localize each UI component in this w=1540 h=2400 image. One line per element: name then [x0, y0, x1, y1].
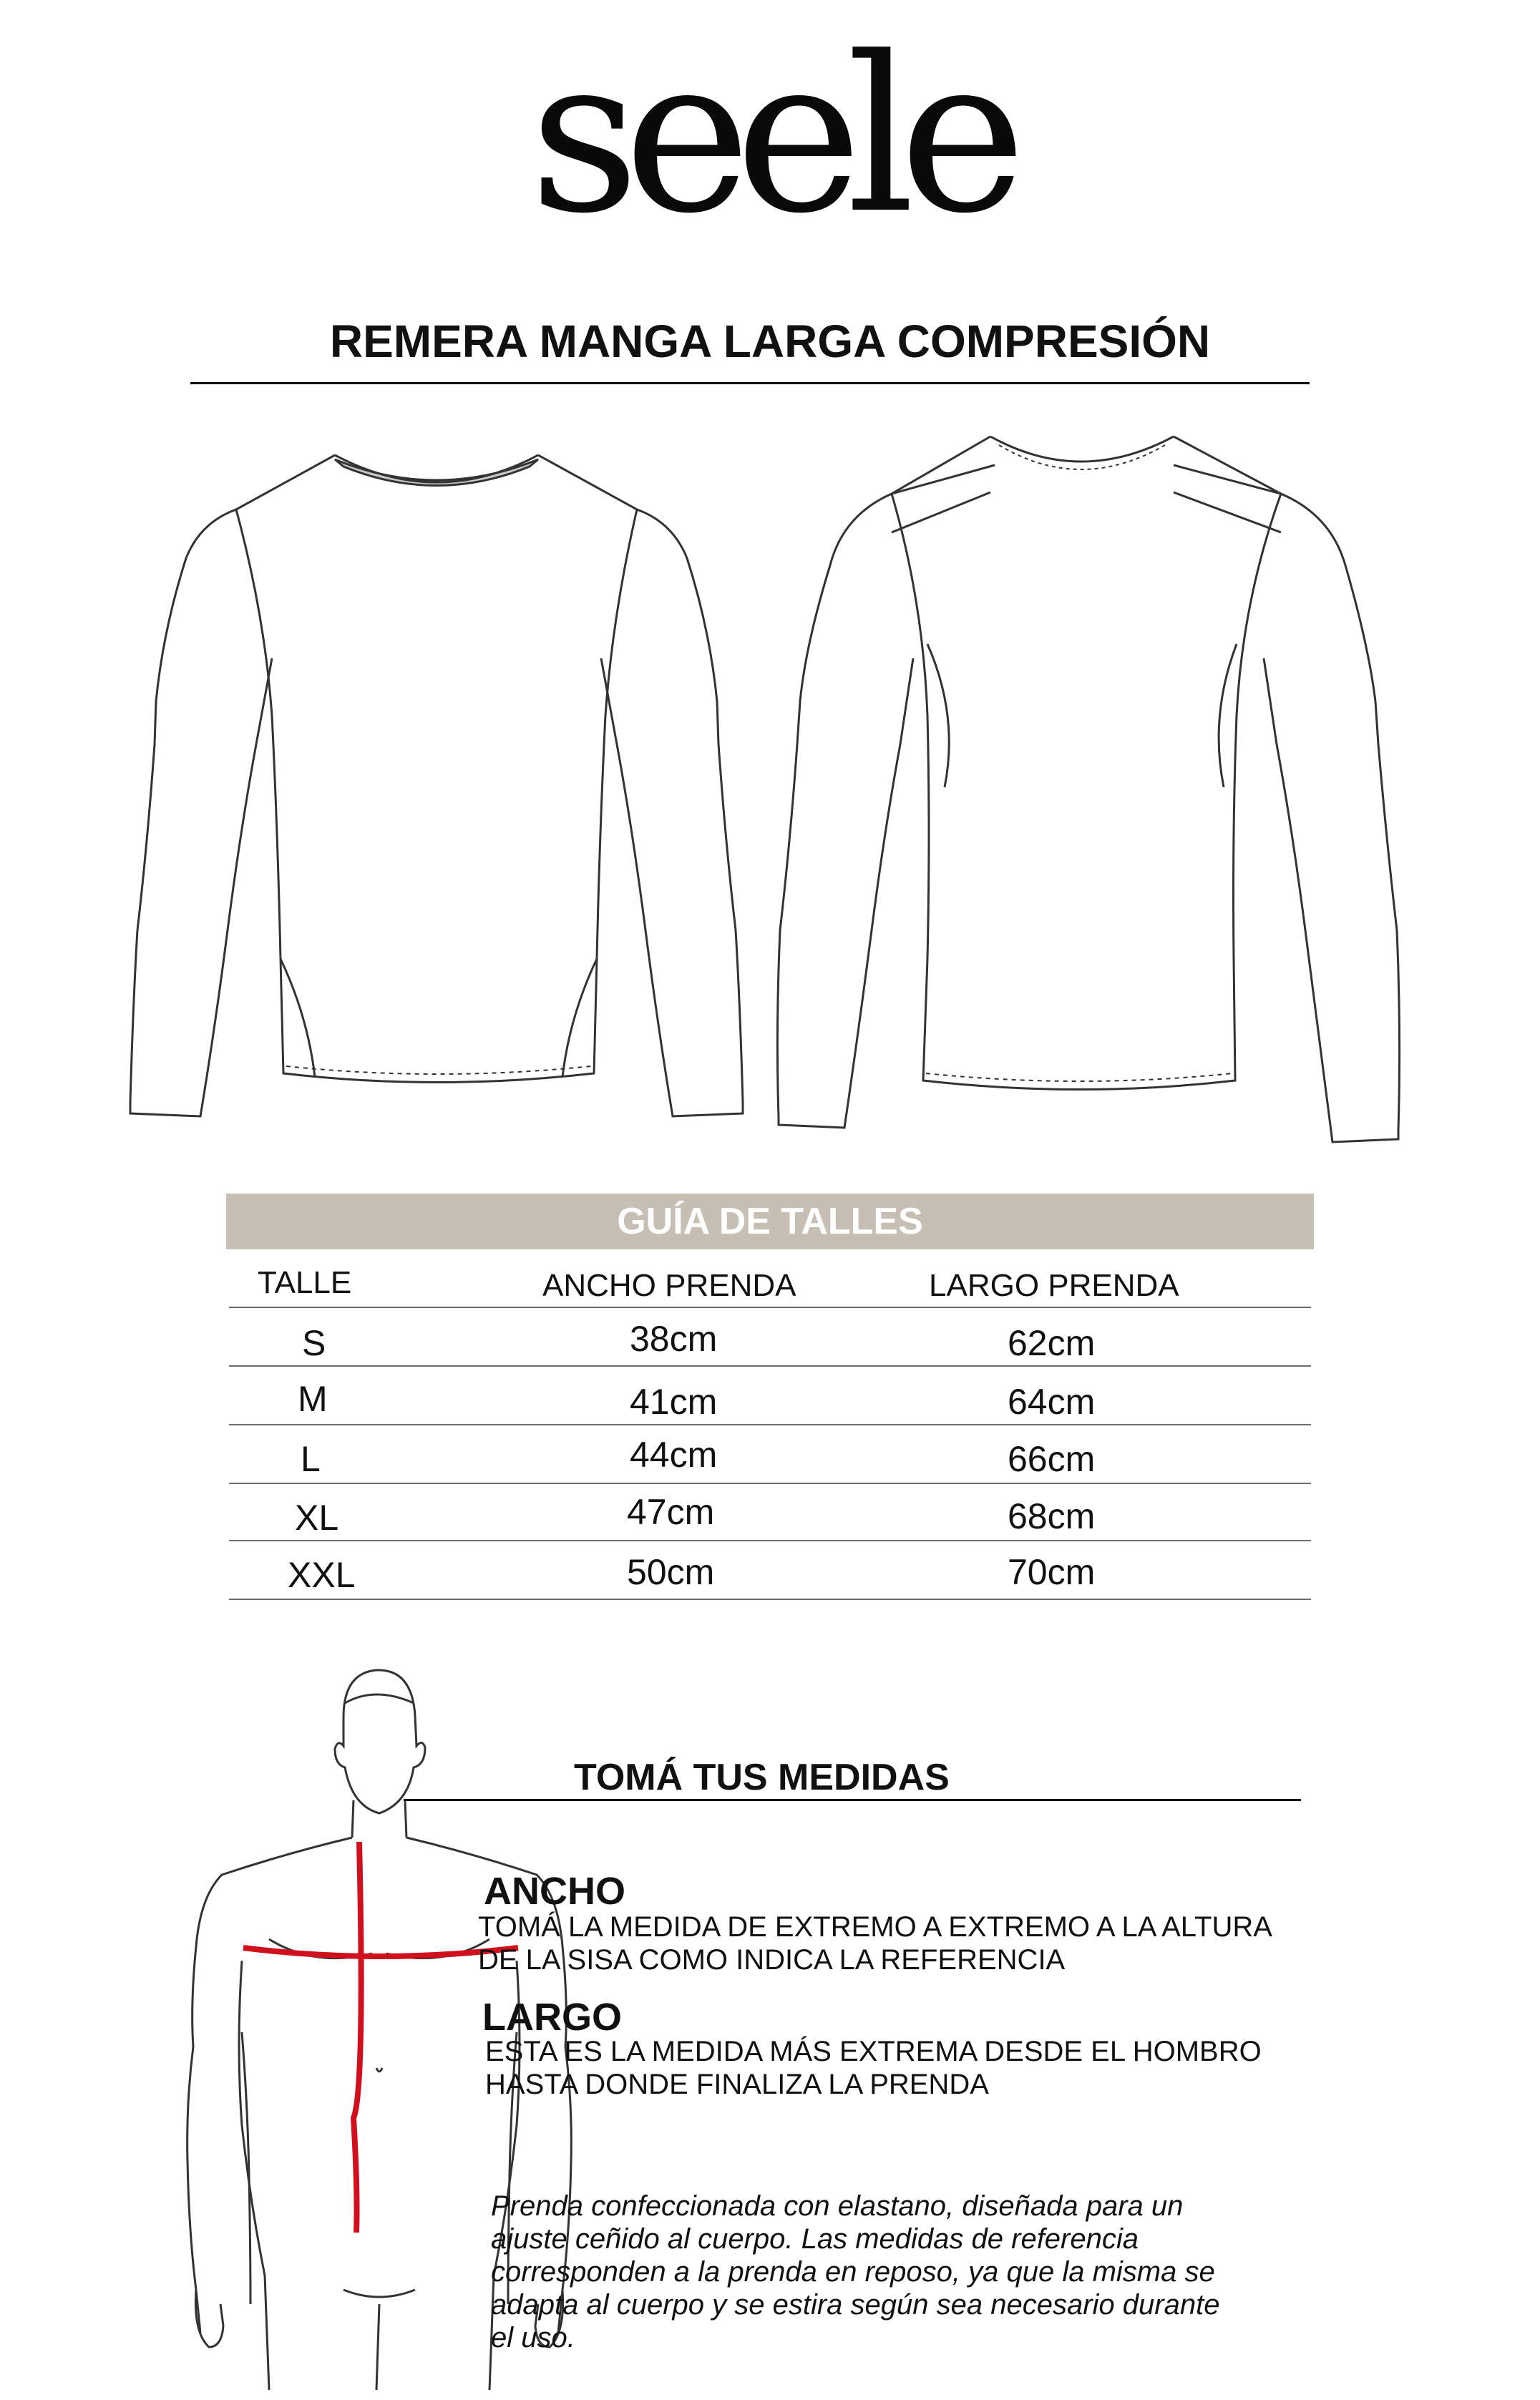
measure-divider	[404, 1799, 1301, 1801]
row-width: 50cm	[627, 1552, 715, 1592]
row-length: 62cm	[1008, 1323, 1096, 1363]
row-size: XXL	[288, 1555, 356, 1595]
largo-desc-line1: ESTA ES LA MEDIDA MÁS EXTREMA DESDE EL HOMBRO	[485, 2036, 1262, 2067]
row-length: 64cm	[1008, 1382, 1096, 1422]
row-length: 68cm	[1008, 1496, 1096, 1536]
product-title: REMERA MANGA LARGA COMPRESIÓN	[329, 316, 1211, 367]
table-divider	[229, 1307, 1311, 1308]
measure-title: TOMÁ TUS MEDIDAS	[574, 1757, 950, 1798]
largo-guide-line	[354, 1842, 361, 2233]
shirt-back-icon	[777, 436, 1399, 1142]
row-size: XL	[295, 1498, 339, 1538]
table-divider	[229, 1365, 1311, 1367]
shirt-front-icon	[130, 455, 743, 1116]
largo-label: LARGO	[482, 1996, 622, 2039]
table-divider	[229, 1599, 1311, 1600]
ancho-guide-line	[243, 1948, 518, 1956]
ancho-desc-line2: DE LA SISA COMO INDICA LA REFERENCIA	[478, 1944, 1066, 1976]
title-divider	[190, 382, 1310, 384]
shirt-sketches	[0, 415, 1540, 1159]
row-width: 47cm	[627, 1492, 715, 1532]
row-width: 38cm	[630, 1319, 718, 1359]
row-size: S	[302, 1323, 326, 1363]
row-length: 70cm	[1008, 1552, 1096, 1592]
ancho-desc-line1: TOMÁ LA MEDIDA DE EXTREMO A EXTREMO A LA ALTURA	[478, 1911, 1272, 1943]
header-size: TALLE	[258, 1265, 352, 1300]
row-width: 41cm	[630, 1382, 718, 1422]
header-width: ANCHO PRENDA	[542, 1268, 796, 1303]
ancho-label: ANCHO	[484, 1870, 625, 1913]
header-length: LARGO PRENDA	[929, 1268, 1179, 1303]
table-divider	[229, 1483, 1311, 1484]
row-length: 66cm	[1008, 1439, 1096, 1479]
table-divider	[229, 1540, 1311, 1541]
size-guide-title: GUÍA DE TALLES	[226, 1194, 1314, 1249]
row-width: 44cm	[630, 1435, 718, 1475]
row-size: M	[298, 1379, 328, 1419]
brand-logo: seele	[529, 11, 1011, 260]
fabric-note: Prenda confeccionada con elastano, diseñada para un ajuste ceñido al cuerpo. Las medidas de referencia corresponden a la prenda en reposo, ya que la misma se adapta al cuerpo y se estira según sea necesario durante el uso.	[491, 2190, 1220, 2353]
table-divider	[229, 1424, 1311, 1425]
largo-desc-line2: HASTA DONDE FINALIZA LA PRENDA	[485, 2069, 989, 2100]
row-size: L	[301, 1439, 321, 1479]
